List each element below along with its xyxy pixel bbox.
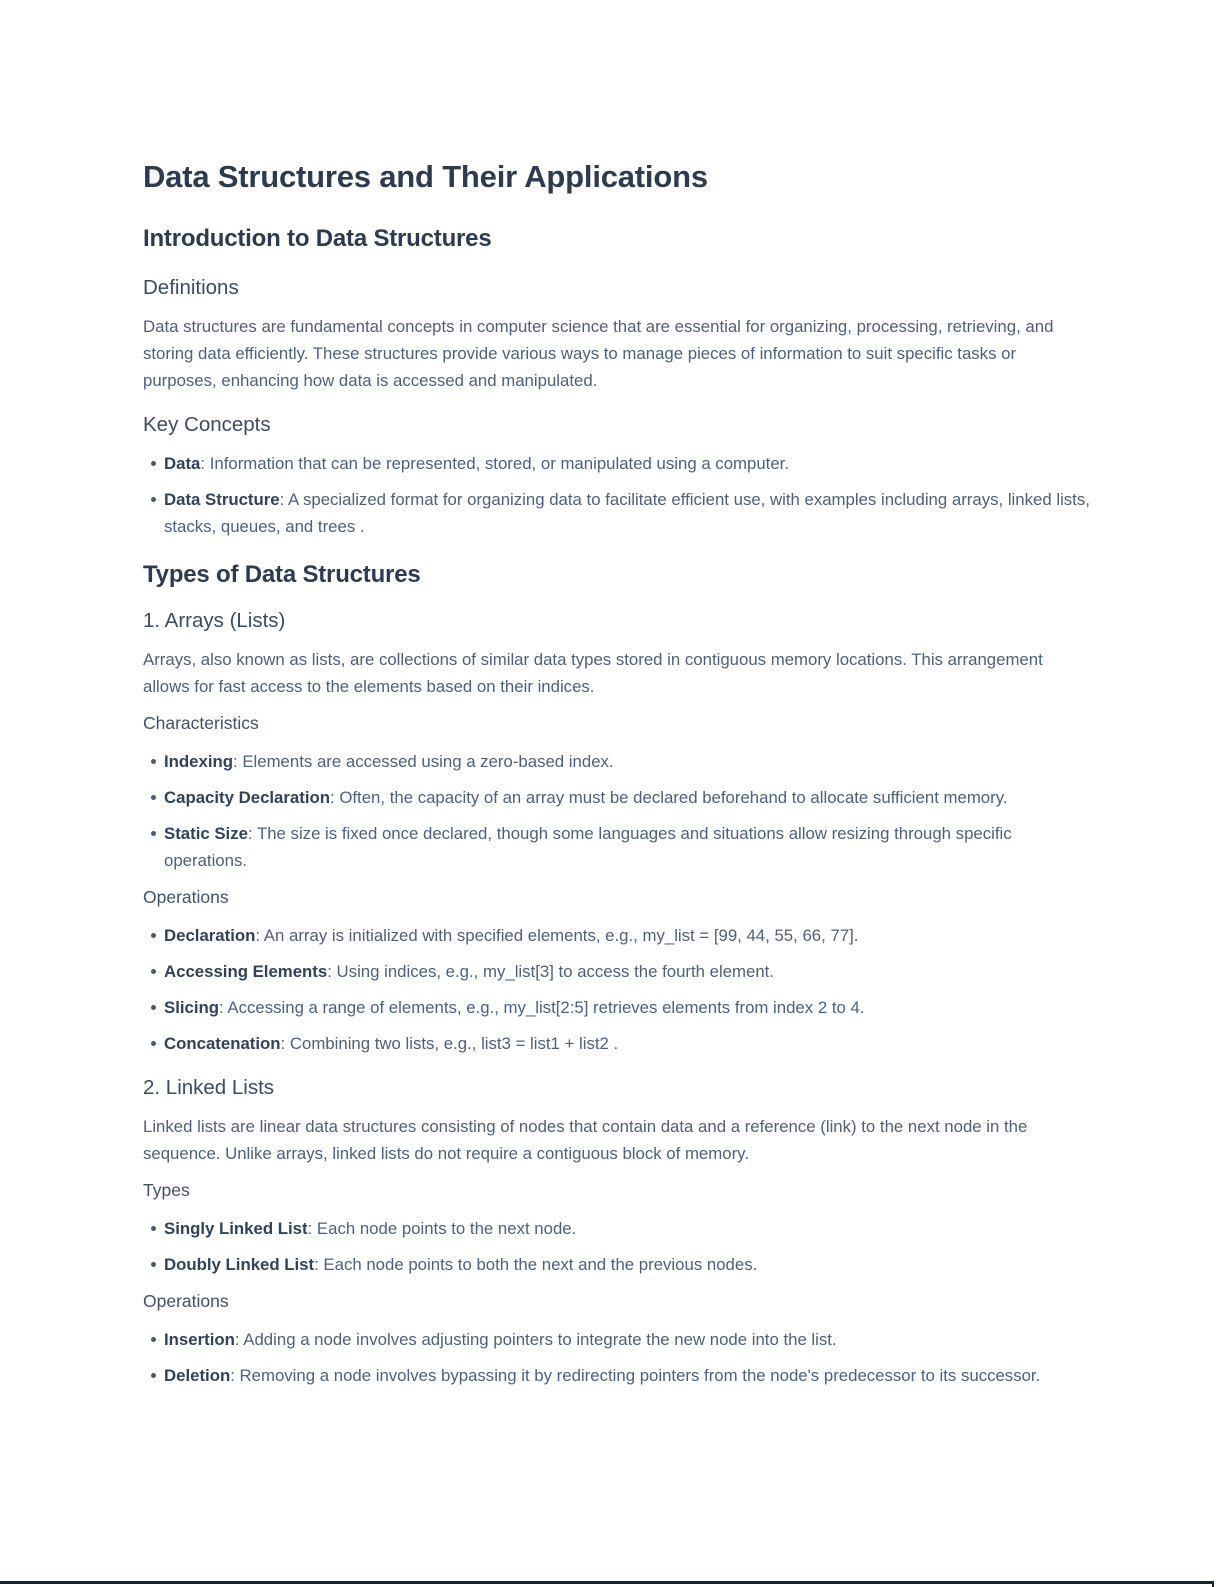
bullet-term: Concatenation [164,1034,281,1053]
bullet-term: Data Structure [164,490,280,509]
linked-lists-paragraph: Linked lists are linear data structures consisting of nodes that contain data and a reference (link) to the next node in the sequence. Unlike arrays, linked lists do not require a contiguous block of memory. [143,1117,1028,1163]
arrays-paragraph: Arrays, also known as lists, are collections of similar data types stored in contiguous memory locations. This arrangement allows for fast access to the elements based on their indices. [143,650,1043,696]
bullet-text: : Using indices, e.g., my_list[3] to access the fourth element. [327,962,775,981]
key-concepts-list [143,450,1091,540]
definitions-paragraph: Data structures are fundamental concepts in computer science that are essential for organizing, processing, retrieving, and storing data efficiently. These structures provide various ways to manage pieces of information to suit specific tasks or purposes, enhancing how data is accessed and manipulated. [143,317,1054,390]
list-item [143,958,1091,985]
array-operations-list [143,922,1091,1057]
bullet-term: Deletion [164,1366,231,1385]
bullet-text: : An array is initialized with specified elements, e.g., my_list = [99, 44, 55, 66, 77]. [255,926,859,945]
document-page [143,0,1091,1389]
linked-list-operations-list [143,1326,1091,1389]
bullet-text: : The size is fixed once declared, though some languages and situations allow resizing through specific operations. [164,824,1012,870]
list-item [143,922,1091,949]
minor-heading-linked-list-operations: Operations [143,1291,229,1311]
minor-heading-linked-list-types: Types [143,1180,190,1200]
list-item [143,1251,1091,1278]
subsection-heading-definitions: Definitions [143,276,239,299]
list-item [143,748,1091,775]
page-bottom-bar [0,1581,1214,1584]
bullet-term: Insertion [164,1330,235,1349]
doc-title: Data Structures and Their Applications [143,159,708,194]
minor-heading-array-operations: Operations [143,887,229,907]
bullet-text: : Adding a node involves adjusting pointers to integrate the new node into the list. [234,1330,837,1349]
bullet-text: : Elements are accessed using a zero-based index. [233,752,614,771]
list-item [143,1326,1091,1353]
bullet-term: Doubly Linked List [164,1255,315,1274]
bullet-term: Static Size [164,824,248,843]
bullet-term: Singly Linked List [164,1219,308,1238]
bullet-term: Accessing Elements [164,962,328,981]
list-item [143,1215,1091,1242]
minor-heading-characteristics: Characteristics [143,713,259,733]
characteristics-list [143,748,1091,874]
bullet-text: : Each node points to the next node. [307,1219,577,1238]
bullet-text: : Often, the capacity of an array must be declared beforehand to allocate sufficient memory. [330,788,1008,807]
list-item [143,994,1091,1021]
list-item [143,1362,1091,1389]
bullet-term: Indexing [164,752,233,771]
bullet-text: : Information that can be represented, stored, or manipulated using a computer. [200,454,789,473]
list-item [143,784,1091,811]
bullet-text: : Combining two lists, e.g., list3 = list1 + list2 . [280,1034,619,1053]
list-item [143,820,1091,874]
bullet-term: Slicing [164,998,220,1017]
bullet-text: : Each node points to both the next and the previous nodes. [314,1255,758,1274]
bullet-term: Capacity Declaration [164,788,331,807]
subsection-heading-linked-lists: 2. Linked Lists [143,1076,275,1099]
bullet-term: Data [164,454,201,473]
list-item [143,1030,1091,1057]
bullet-text: : Removing a node involves bypassing it by redirecting pointers from the node's predecessor to its successor. [230,1366,1041,1385]
list-item [143,450,1091,477]
section-heading-types: Types of Data Structures [143,561,421,588]
bullet-text: : A specialized format for organizing data to facilitate efficient use, with examples including arrays, linked lists, stacks, queues, and trees . [164,490,1090,536]
bullet-text: : Accessing a range of elements, e.g., my_list[2:5] retrieves elements from index 2 to 4. [219,998,865,1017]
linked-list-types-list [143,1215,1091,1278]
subsection-heading-key-concepts: Key Concepts [143,413,271,436]
bullet-term: Declaration [164,926,256,945]
list-item [143,486,1091,540]
section-heading-introduction: Introduction to Data Structures [143,225,492,252]
subsection-heading-arrays: 1. Arrays (Lists) [143,609,286,632]
